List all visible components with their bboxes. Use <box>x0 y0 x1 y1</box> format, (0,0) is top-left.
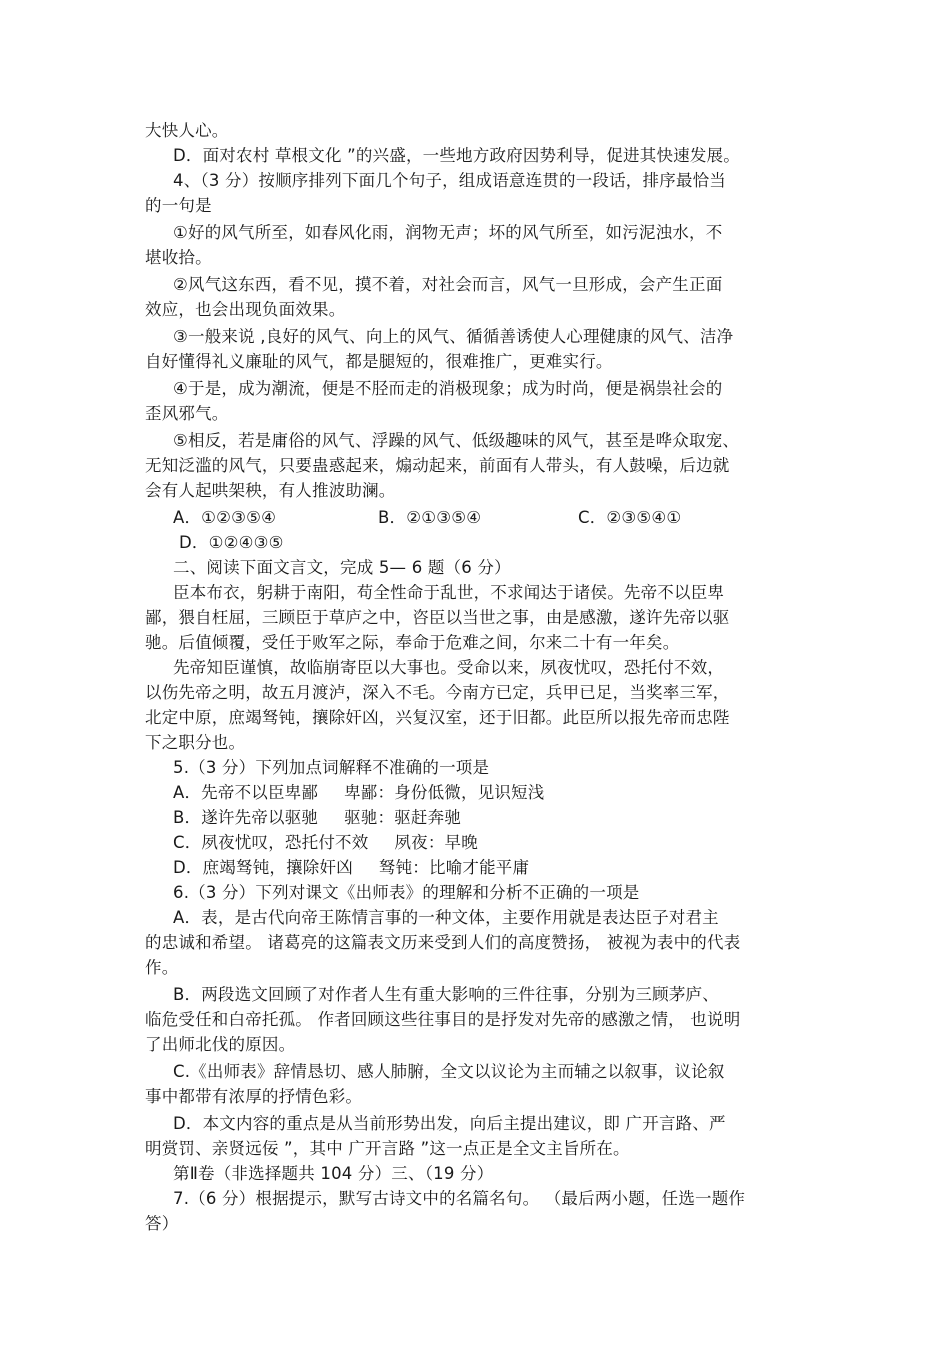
passage-line: 鄙，猥自枉屈，三顾臣于草庐之中，咨臣以当世之事，由是感激，遂许先帝以驱 <box>145 608 730 627</box>
sentence-3: ③一般来说 ,良好的风气、向上的风气、循循善诱使人心理健康的风气、洁净 <box>173 327 734 346</box>
passage-line: 臣本布衣，躬耕于南阳，苟全性命于乱世，不求闻达于诸侯。先帝不以臣卑 <box>173 583 725 602</box>
q4-option-a: A．①②③⑤④ <box>173 508 277 527</box>
q6-option-a-cont: 作。 <box>145 958 179 977</box>
passage-line: 以伤先帝之明，故五月渡泸，深入不毛。今南方已定，兵甲已足，当奖率三军， <box>145 683 730 702</box>
q4-stem-cont: 的一句是 <box>145 196 212 215</box>
q6-option-c-cont: 事中都带有浓厚的抒情色彩。 <box>145 1087 363 1106</box>
sentence-3-cont: 自好懂得礼义廉耻的风气，都是腿短的，很难推广，更难实行。 <box>145 352 613 371</box>
q6-option-c: C.《出师表》辞情恳切、感人肺腑，全文以议论为主而辅之以叙事，议论叙 <box>173 1062 725 1081</box>
q6-option-a-cont: 的忠诚和希望。 诸葛亮的这篇表文历来受到人们的高度赞扬， 被视为表中的代表 <box>145 933 741 952</box>
q5-option-a: A．先帝不以臣卑鄙 卑鄙：身份低微，见识短浅 <box>173 783 545 802</box>
q7-stem-cont: 答） <box>145 1214 179 1233</box>
section-heading: 第Ⅱ卷（非选择题共 104 分）三、（19 分） <box>173 1164 494 1183</box>
text-line: 大快人心。 <box>145 121 229 140</box>
q6-stem: 6.（3 分）下列对课文《出师表》的理解和分析不正确的一项是 <box>173 883 640 902</box>
sentence-1-cont: 堪收拾。 <box>145 248 212 267</box>
q6-option-b: B．两段选文回顾了对作者人生有重大影响的三件往事，分别为三顾茅庐、 <box>173 985 719 1004</box>
q7-stem: 7.（6 分）根据提示，默写古诗文中的名篇名句。 （最后两小题，任选一题作 <box>173 1189 746 1208</box>
q4-stem: 4、（3 分）按顺序排列下面几个句子，组成语意连贯的一段话，排序最恰当 <box>173 171 726 190</box>
sentence-5-cont: 会有人起哄架秧，有人推波助澜。 <box>145 481 396 500</box>
sentence-5: ⑤相反，若是庸俗的风气、浮躁的风气、低级趣味的风气，甚至是哗众取宠、 <box>173 431 740 450</box>
q4-option-b: B．②①③⑤④ <box>378 508 482 527</box>
q5-option-b: B．遂许先帝以驱驰 驱驰：驱赶奔驰 <box>173 808 462 827</box>
section-2-heading: 二、阅读下面文言文，完成 5— 6 题（6 分） <box>173 558 511 577</box>
passage-line: 北定中原，庶竭驽钝，攘除奸凶，兴复汉室，还于旧都。此臣所以报先帝而忠陛 <box>145 708 730 727</box>
sentence-2-cont: 效应，也会出现负面效果。 <box>145 300 346 319</box>
q4-option-c: C．②③⑤④① <box>578 508 682 527</box>
q5-option-d: D．庶竭驽钝，攘除奸凶 驽钝：比喻才能平庸 <box>173 858 530 877</box>
sentence-4-cont: 歪风邪气。 <box>145 404 229 423</box>
q5-stem: 5.（3 分）下列加点词解释不准确的一项是 <box>173 758 490 777</box>
passage-line: 先帝知臣谨慎，故临崩寄臣以大事也。受命以来，夙夜忧叹，恐托付不效， <box>173 658 725 677</box>
q6-option-a: A．表，是古代向帝王陈情言事的一种文体，主要作用就是表达臣子对君主 <box>173 908 719 927</box>
sentence-4: ④于是，成为潮流，便是不胫而走的消极现象；成为时尚，便是祸祟社会的 <box>173 379 723 398</box>
q4-options <box>145 505 810 530</box>
passage-line: 下之职分也。 <box>145 733 246 752</box>
q5-option-c: C．夙夜忧叹，恐托付不效 夙夜：早晚 <box>173 833 478 852</box>
q6-option-d-cont: 明赏罚、亲贤远佞 ”，其中 广开言路 ”这一点正是全文主旨所在。 <box>145 1139 630 1158</box>
sentence-5-cont: 无知泛滥的风气，只要蛊惑起来，煽动起来，前面有人带头，有人鼓噪，后边就 <box>145 456 730 475</box>
q6-option-b-cont: 了出师北伐的原因。 <box>145 1035 296 1054</box>
sentence-2: ②风气这东西，看不见，摸不着，对社会而言，风气一旦形成，会产生正面 <box>173 275 723 294</box>
sentence-1: ①好的风气所至，如春风化雨，润物无声；坏的风气所至，如污泥浊水，不 <box>173 223 723 242</box>
q4-option-d: D．①②④③⑤ <box>179 533 284 552</box>
q6-option-b-cont: 临危受任和白帝托孤。 作者回顾这些往事目的是抒发对先帝的感激之情， 也说明 <box>145 1010 741 1029</box>
q6-option-d: D．本文内容的重点是从当前形势出发，向后主提出建议，即 广开言路、严 <box>173 1114 726 1133</box>
q3-option-d: D．面对农村 草根文化 ”的兴盛，一些地方政府因势利导，促进其快速发展。 <box>173 146 740 165</box>
passage-line: 驰。后值倾覆，受任于败军之际，奉命于危难之间，尔来二十有一年矣。 <box>145 633 680 652</box>
exam-page <box>145 118 810 1236</box>
